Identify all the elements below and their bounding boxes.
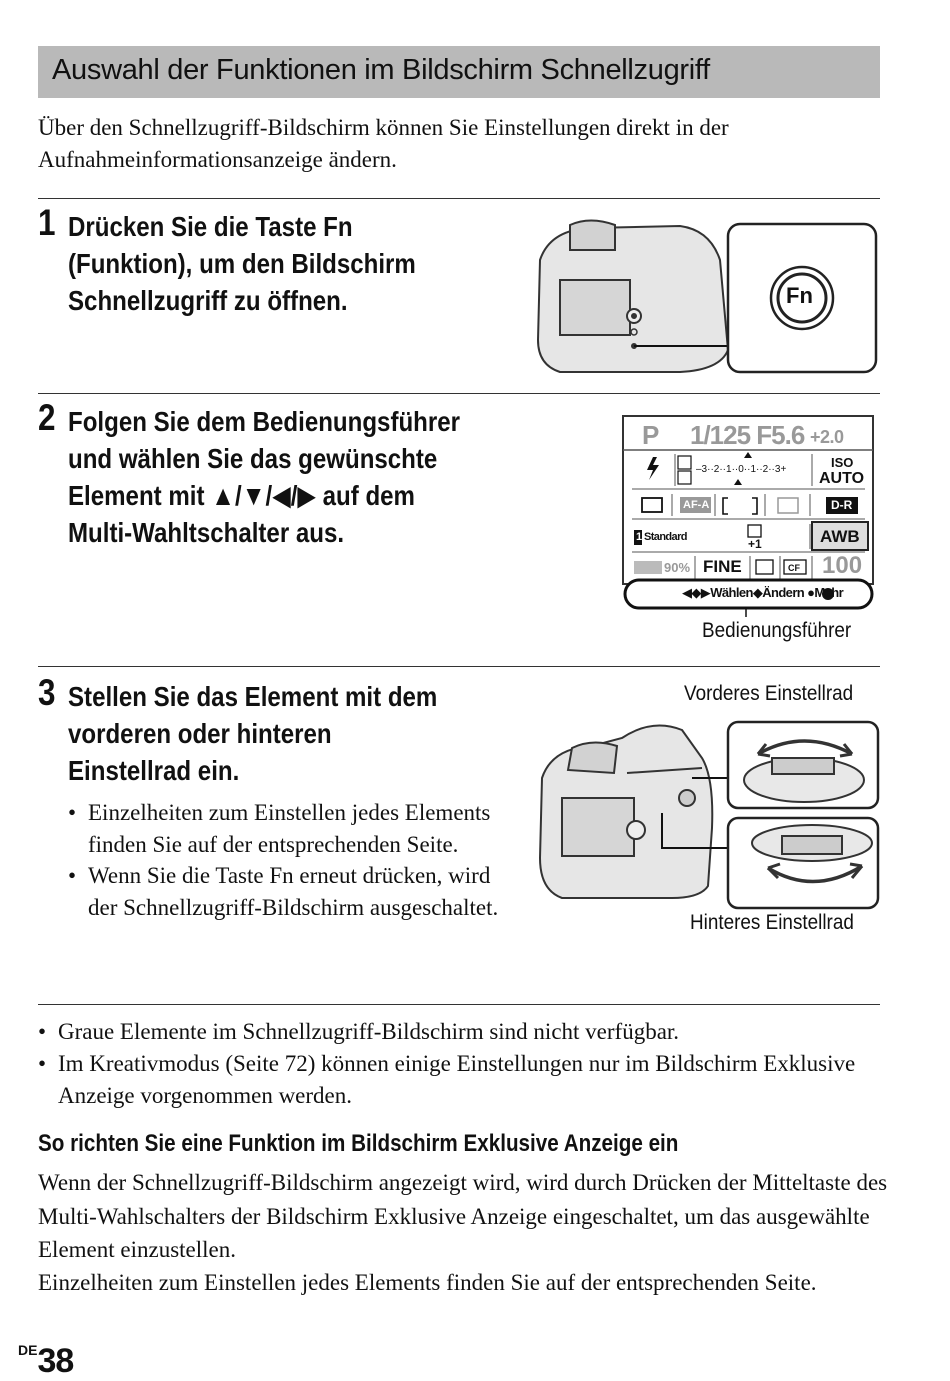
lcd-wb: AWB [820,527,860,546]
drive-mode-icon [642,498,662,512]
list-item: • Wenn Sie die Taste Fn erneut drücken, wird der Schnellzugriff-Bildschirm ausgeschaltet. [68,860,508,923]
step-3-line: vorderen oder hinteren [68,718,332,749]
list-item: • Graue Elemente im Schnellzugriff-Bildschirm sind nicht verfügbar. [38,1016,888,1048]
flash-mode-icon [748,525,761,537]
step-2-number: 2 [38,397,56,438]
lcd-card: CF [788,563,800,573]
notes-list [38,1016,888,1112]
paragraph: Wenn der Schnellzugriff-Bildschirm angezeigt wird, wird durch Drücken der Mitteltaste des Multi-Wahlschalters der Bildschirm Exklusive Anzeige eingeschaltet, um das ausgewählte Element einzustellen. [38,1170,888,1262]
step-1-text [68,208,416,319]
ev-comp-icon [678,456,691,469]
step-3-bullets [68,797,508,923]
lcd-guide: ◀◆▶Wählen◆Ändern ●Mehr [682,585,844,600]
lcd-quality: FINE [703,557,742,576]
step-3-number: 3 [38,672,56,713]
divider [38,393,880,394]
image-size-icon [756,560,773,574]
page-number-value: 38 [37,1342,74,1380]
camera-back-illustration [530,220,890,380]
battery-icon [634,561,662,574]
metering-icon [778,498,798,513]
list-item: • Einzelheiten zum Einstellen jedes Elements finden Sie auf der entsprechenden Seite. [68,797,508,860]
step-3-text [68,678,437,789]
step-1-line: (Funktion), um den Bildschirm [68,248,416,279]
step-1-line: Schnellzugriff zu öffnen. [68,285,348,316]
lcd-afa: AF-A [683,499,710,511]
lcd-creative: Standard [644,531,687,543]
guide-caption: Bedienungsführer [702,619,852,642]
lcd-scale: –3··2··1··0··1··2··3+ [696,464,787,475]
lcd-creative-num: 1 [636,531,643,543]
step-3-line: Einstellrad ein. [68,755,240,786]
divider [38,666,880,667]
page-number [18,1342,73,1381]
front-dial-caption: Vorderes Einstellrad [684,682,854,705]
section-heading: So richten Sie eine Funktion im Bildschirm Exklusive Anzeige ein [38,1130,679,1157]
rear-dial-caption: Hinteres Einstellrad [690,911,854,934]
fn-button-label: Fn [786,283,813,308]
paragraph: Einzelheiten zum Einstellen jedes Elements finden Sie auf der entsprechenden Seite. [38,1270,817,1295]
lcd-shots: 100 [822,552,863,579]
divider [38,198,880,199]
lcd-mode: P [642,420,660,450]
step-2-text [68,403,460,551]
step-1-number: 1 [38,202,56,243]
step-2-line: Folgen Sie dem Bedienungsführer [68,406,461,437]
step-2-line: Multi-Wahltschalter aus. [68,517,345,548]
section-title-bar [38,46,880,98]
flash-comp-icon [678,471,691,484]
page-title: Auswahl der Funktionen im Bildschirm Schnellzugriff [52,54,710,86]
lcd-exposure: 1/125 F5.6 [690,420,805,450]
step-2-line: Element mit ▲/▼/◀/▶ auf dem [68,480,415,511]
lcd-exposure-comp: +2.0 [810,427,844,447]
divider [38,1004,880,1005]
step-1-line: Drücken Sie die Taste Fn [68,211,353,242]
list-item: • Im Kreativmodus (Seite 72) können einige Einstellungen nur im Bildschirm Exklusive Anzeige vorgenommen werden. [38,1048,888,1112]
lcd-flash-comp: +1 [748,537,762,551]
lcd-iso-value: AUTO [819,470,865,487]
camera-dials-illustration [532,718,882,913]
page-language: DE [18,1342,38,1358]
lcd-iso-label: ISO [831,455,854,470]
step-3-line: Stellen Sie das Element mit dem [68,681,438,712]
lcd-battery: 90% [664,560,691,575]
lcd-dr: D-R [831,498,853,512]
step-2-line: und wählen Sie das gewünschte [68,443,438,474]
intro-text: Über den Schnellzugriff-Bildschirm können Sie Einstellungen direkt in der Aufnahmeinformationsanzeige ändern. [38,115,729,172]
